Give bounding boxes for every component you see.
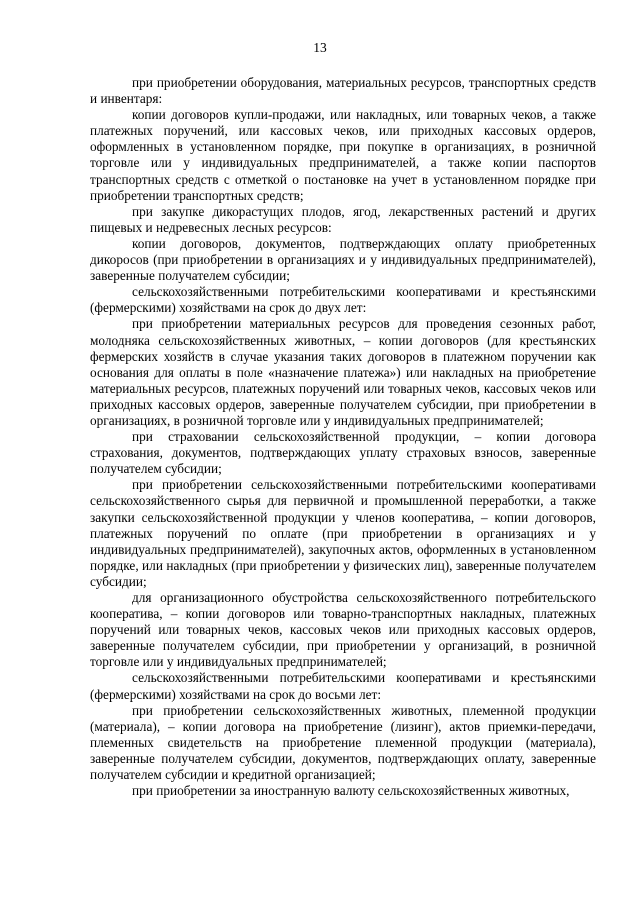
page-number: 13 [313,40,327,55]
paragraph: сельскохозяйственными потребительскими кооперативами и крестьянскими (фермерскими) хозяйствами на срок до восьми лет: [90,670,596,702]
paragraph: при приобретении за иностранную валюту сельскохозяйственных животных, [132,783,570,799]
paragraph: копии договоров купли-продажи, или накладных, или товарных чеков, а также платежных поручений, или кассовых чеков, или приходных кассовых ордеров, оформленных в установленном порядке, при покупке в организациях, в розничной торговле или у индивидуальных предпринимателей, а также копии паспортов транспортных средств с отметкой о постановке на учет в установленном порядке при приобретении транспортных средств; [90,107,596,203]
paragraph: при закупке дикорастущих плодов, ягод, лекарственных растений и других пищевых и недревесных лесных ресурсов: [90,203,596,235]
paragraph: при приобретении оборудования, материальных ресурсов, транспортных средств и инвентаря: [90,75,596,107]
document-body [90,75,596,799]
paragraph: при страховании сельскохозяйственной продукции, – копии договора страхования, документов, подтверждающих уплату страховых взносов, заверенные получателем субсидии; [90,429,596,477]
paragraph: для организационного обустройства сельскохозяйственного потребительского кооператива, – копии договоров или товарно-транспортных накладных, платежных поручений или товарных чеков, кассовых чеков или приходных кассовых ордеров, заверенные получателем субсидии, при приобретении у организаций, в розничной торговле или у индивидуальных предпринимателей; [90,590,596,670]
paragraph: при приобретении материальных ресурсов для проведения сезонных работ, молодняка сельскохозяйственных животных, – копии договоров (для крестьянских фермерских хозяйств в случае указания таких договоров в платежном поручении как основания для оплаты в поле «назначение платежа») или накладных на приобретение материальных ресурсов, платежных поручений или товарных чеков, кассовых чеков или приходных кассовых ордеров, заверенные получателем субсидии, при приобретении в организациях, в розничной торговле или у индивидуальных предпринимателей; [90,316,596,428]
paragraph: сельскохозяйственными потребительскими кооперативами и крестьянскими (фермерскими) хозяйствами на срок до двух лет: [90,284,596,316]
paragraph: при приобретении сельскохозяйственными потребительскими кооперативами сельскохозяйственного сырья для первичной и промышленной переработки, а также закупки сельскохозяйственной продукции у членов кооператива, – копии договоров, платежных поручений по оплате (при приобретении в организациях и у индивидуальных предпринимателей), закупочных актов, оформленных в установленном порядке, или накладных (при приобретении у физических лиц), заверенные получателем субсидии; [90,477,596,589]
paragraph: при приобретении сельскохозяйственных животных, племенной продукции (материала), – копии договора на приобретение (лизинг), актов приемки-передачи, племенных свидетельств на приобретение племенной продукции (материала), заверенные получателем субсидии, документов, подтверждающих оплату, заверенные получателем субсидии и кредитной организацией; [90,702,596,783]
paragraph: копии договоров, документов, подтверждающих оплату приобретенных дикоросов (при приобретении в организациях и у индивидуальных предпринимателей), заверенные получателем субсидии; [90,235,596,284]
